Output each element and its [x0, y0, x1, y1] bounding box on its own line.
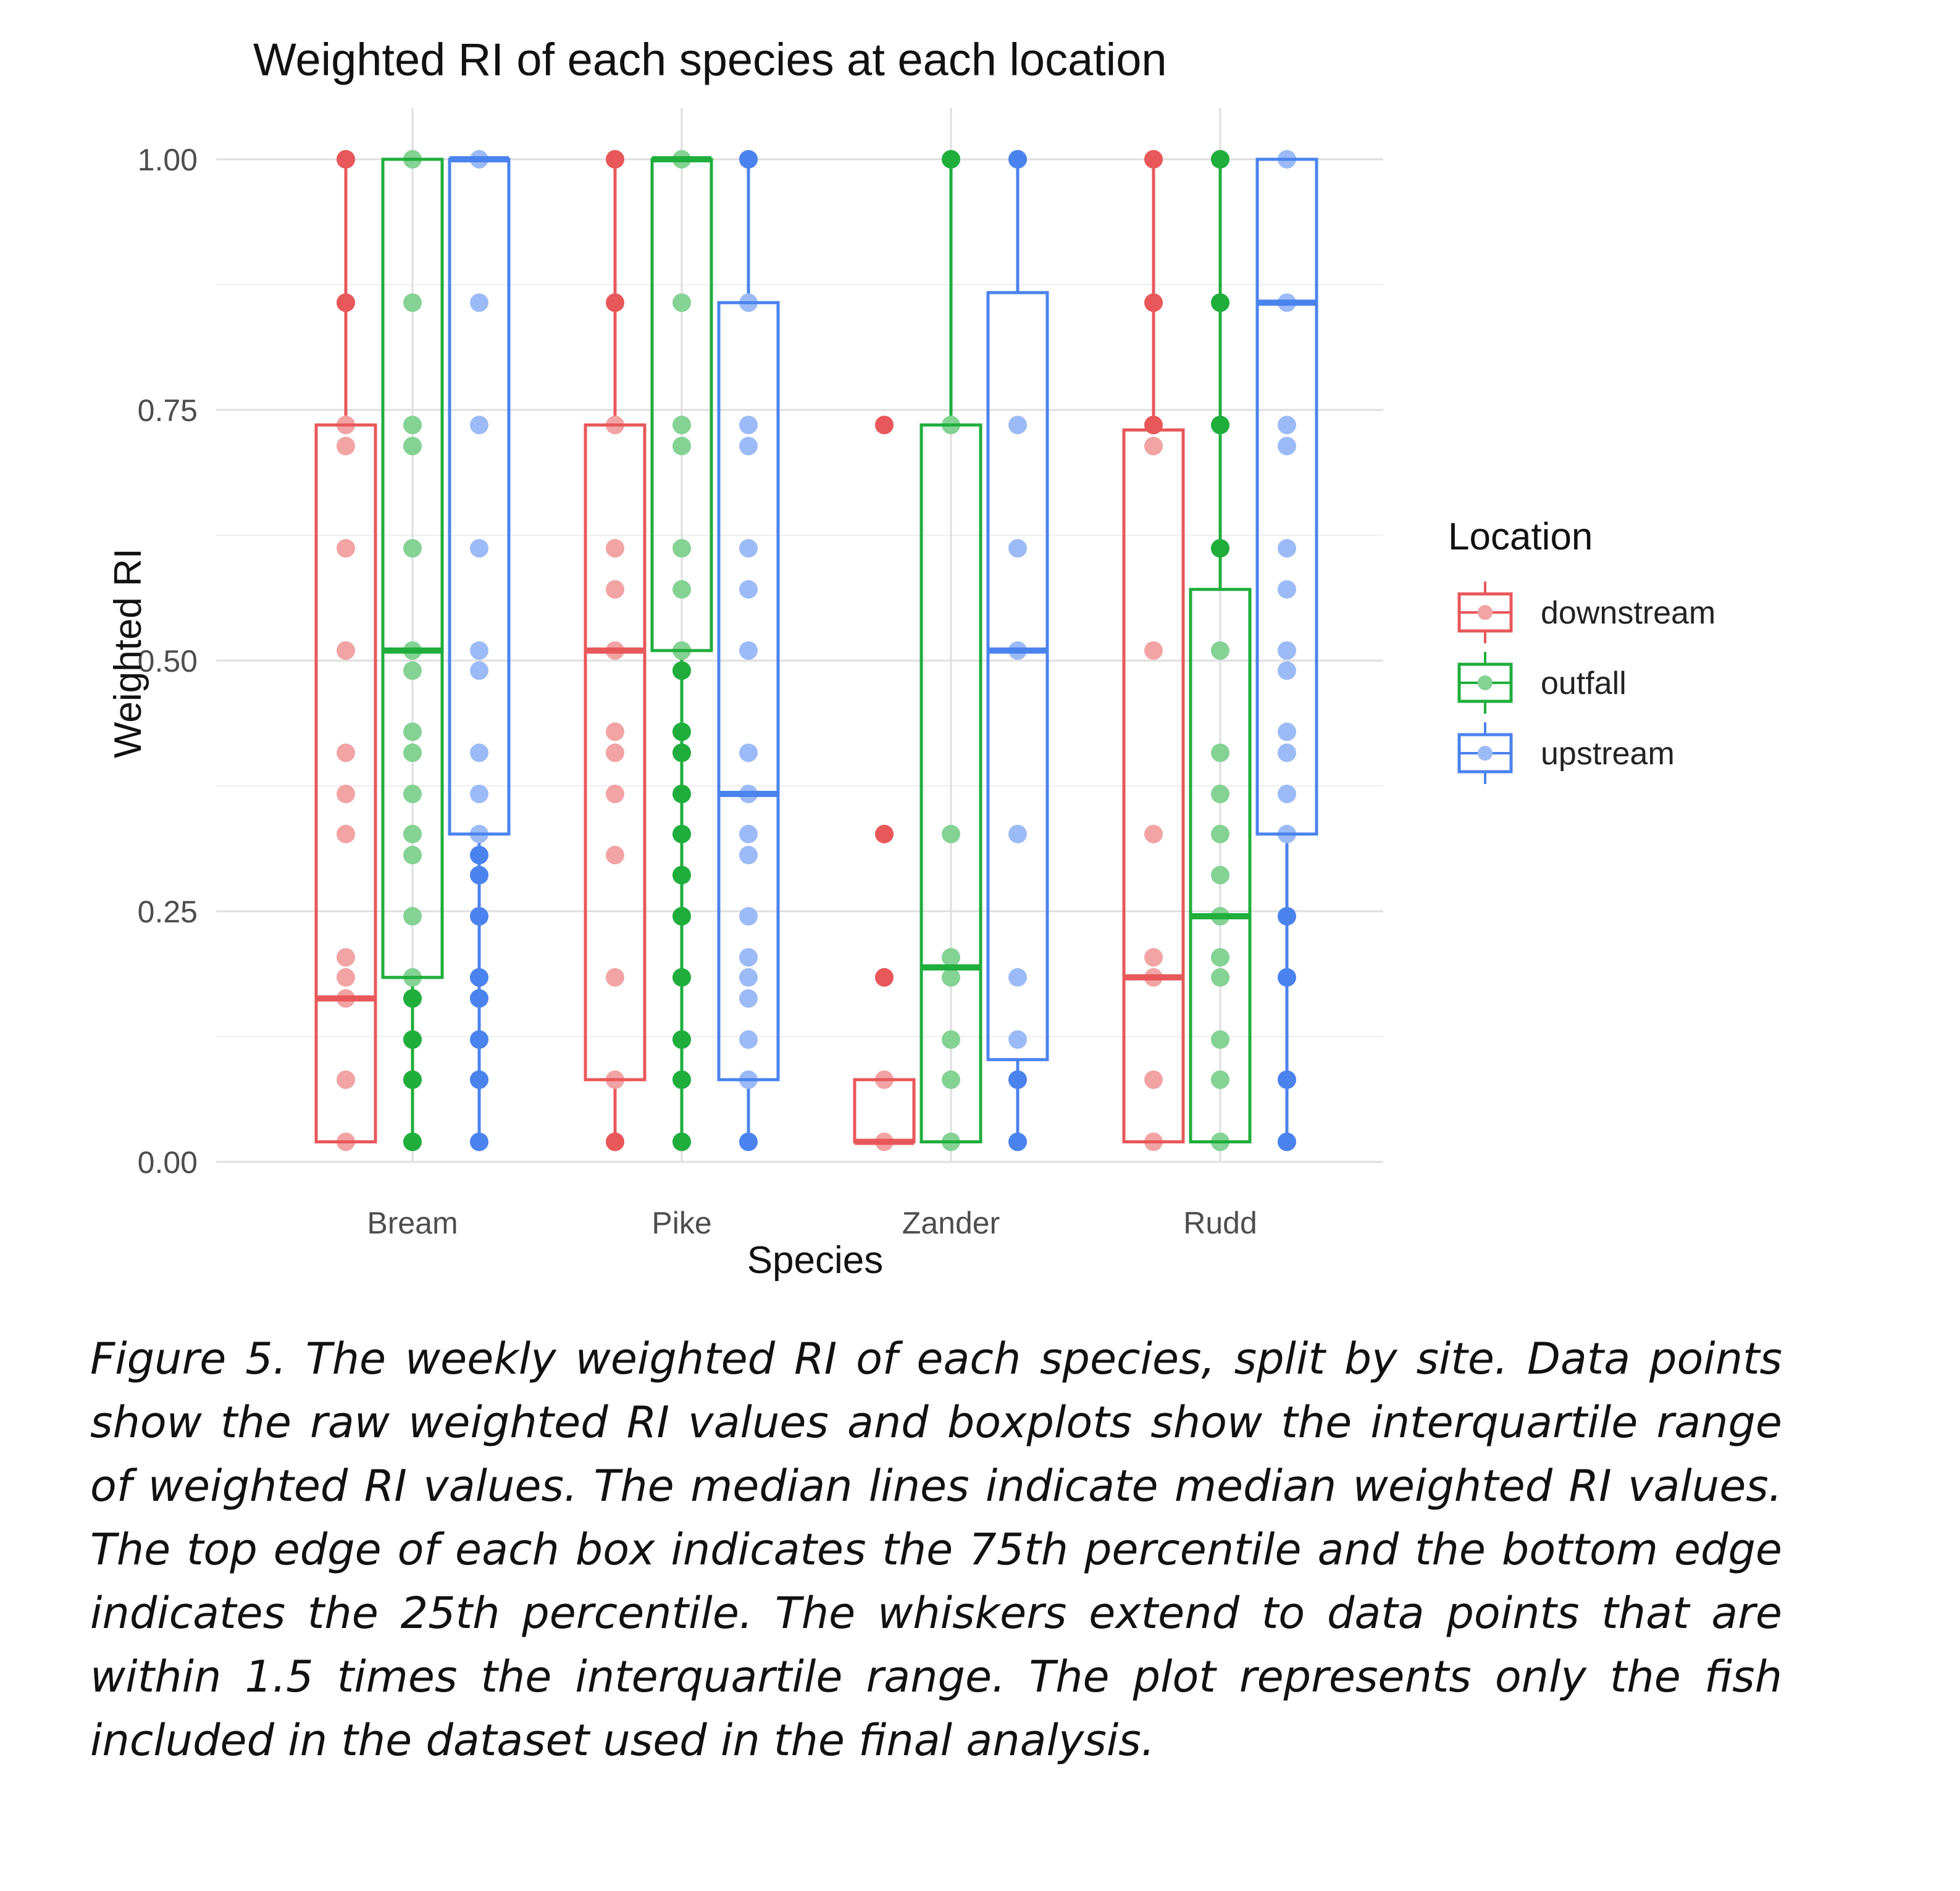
data-point-outside-box	[1278, 1071, 1296, 1089]
data-point	[337, 743, 355, 762]
legend-label: downstream	[1541, 595, 1716, 631]
box-zander-upstream	[988, 150, 1047, 1151]
legend-key-point	[1478, 605, 1493, 620]
data-point	[739, 948, 758, 967]
data-point	[672, 415, 691, 434]
data-point	[739, 436, 758, 455]
data-point-outside-box	[672, 825, 691, 843]
data-point	[1008, 539, 1027, 557]
data-point	[1008, 968, 1027, 987]
iqr-box	[988, 293, 1047, 1059]
data-point-outside-box	[470, 846, 488, 864]
legend-item-downstream	[1459, 582, 1715, 643]
data-point	[942, 968, 960, 987]
data-point-outside-box	[672, 661, 691, 680]
data-point	[606, 580, 624, 599]
data-point	[470, 785, 488, 803]
data-point	[739, 415, 758, 434]
data-point-outside-box	[470, 1030, 488, 1049]
data-point	[606, 743, 624, 762]
data-point	[672, 436, 691, 455]
data-point	[1211, 1030, 1229, 1049]
data-point-outside-box	[1211, 150, 1229, 169]
box-pike-outfall	[652, 150, 711, 1151]
legend-item-outfall	[1459, 652, 1627, 714]
legend-key	[1459, 722, 1511, 784]
data-point-outside-box	[875, 968, 894, 987]
box-zander-downstream	[855, 415, 914, 1151]
data-point	[470, 539, 488, 557]
data-point	[739, 846, 758, 864]
data-point-outside-box	[1144, 150, 1163, 169]
data-point-outside-box	[1278, 1133, 1296, 1151]
data-point	[1278, 436, 1296, 455]
data-point-outside-box	[672, 907, 691, 925]
data-point-outside-box	[337, 293, 355, 312]
data-point	[337, 825, 355, 843]
data-point	[1278, 722, 1296, 741]
data-point	[1144, 436, 1163, 455]
data-point	[470, 641, 488, 660]
data-point	[403, 846, 422, 864]
data-point-outside-box	[1211, 293, 1229, 312]
box-pike-upstream	[719, 150, 778, 1151]
data-point	[739, 580, 758, 599]
data-point	[606, 722, 624, 741]
data-point	[606, 846, 624, 864]
data-point	[337, 968, 355, 987]
data-point	[1211, 641, 1229, 660]
legend-key	[1459, 652, 1511, 714]
data-point	[942, 1071, 960, 1089]
y-tick-label: 0.75	[137, 393, 198, 428]
data-point	[672, 539, 691, 557]
legend	[1448, 516, 1715, 784]
data-point	[403, 785, 422, 803]
data-point	[1211, 743, 1229, 762]
data-point-outside-box	[672, 785, 691, 803]
x-tick-label: Pike	[651, 1206, 712, 1240]
data-point-outside-box	[1278, 968, 1296, 987]
boxplot-series	[316, 150, 1317, 1151]
x-axis-title: Species	[747, 1239, 884, 1282]
data-point-outside-box	[672, 1030, 691, 1049]
box-rudd-downstream	[1124, 150, 1183, 1151]
x-tick-label: Rudd	[1183, 1206, 1257, 1240]
data-point	[1144, 1071, 1163, 1089]
legend-key-point	[1478, 746, 1493, 761]
data-point-outside-box	[470, 968, 488, 987]
y-axis-title: Weighted RI	[107, 548, 149, 759]
data-point	[1144, 825, 1163, 843]
data-point-outside-box	[672, 1133, 691, 1151]
data-point-outside-box	[470, 1133, 488, 1151]
data-point	[403, 539, 422, 557]
data-point-outside-box	[403, 989, 422, 1008]
data-point	[739, 743, 758, 762]
data-point	[470, 293, 488, 312]
legend-title: Location	[1448, 516, 1593, 558]
data-point	[1211, 866, 1229, 885]
data-point	[942, 948, 960, 967]
data-point	[337, 785, 355, 803]
data-point	[403, 661, 422, 680]
data-point-outside-box	[470, 866, 488, 885]
data-point	[1144, 948, 1163, 967]
data-point	[739, 825, 758, 843]
data-point	[470, 661, 488, 680]
data-point-outside-box	[403, 1133, 422, 1151]
data-point-outside-box	[606, 293, 624, 312]
data-point	[337, 641, 355, 660]
data-point-outside-box	[403, 1030, 422, 1049]
data-point-outside-box	[1278, 907, 1296, 925]
y-tick-label: 0.50	[137, 644, 198, 678]
data-point-outside-box	[1211, 415, 1229, 434]
data-point-outside-box	[672, 743, 691, 762]
data-point	[739, 1030, 758, 1049]
data-point	[739, 907, 758, 925]
data-point-outside-box	[1144, 293, 1163, 312]
data-point-outside-box	[1008, 150, 1027, 169]
data-point	[739, 968, 758, 987]
data-point-outside-box	[739, 150, 758, 169]
data-point	[1008, 1030, 1027, 1049]
data-point	[672, 580, 691, 599]
data-point	[403, 722, 422, 741]
data-point-outside-box	[1008, 1071, 1027, 1089]
figure-caption: Figure 5. The weekly weighted RI of each species, split by site. Data points show the raw weighted RI values and boxplots show the interquartile range of weighted RI values. The median lines indicate median weighted RI values. The top edge of each box indicates the 75th percentile and the bottom edge indicates the 25th percentile. The whiskers extend to data points that are within 1.5 times the interquartile range. The plot represents only the fish included in the dataset used in the final analysis.	[90, 1334, 1782, 1766]
data-point	[1211, 785, 1229, 803]
data-point	[1278, 743, 1296, 762]
data-point	[942, 825, 960, 843]
x-tick-label: Bream	[367, 1206, 458, 1240]
data-point	[337, 948, 355, 967]
data-point	[1278, 661, 1296, 680]
data-point	[1211, 968, 1229, 987]
legend-key-point	[1478, 675, 1493, 690]
data-point-outside-box	[672, 968, 691, 987]
data-point	[403, 436, 422, 455]
data-point-outside-box	[470, 989, 488, 1008]
data-point	[403, 293, 422, 312]
legend-label: upstream	[1541, 736, 1675, 772]
data-point	[672, 293, 691, 312]
data-point-outside-box	[672, 866, 691, 885]
data-point-outside-box	[672, 722, 691, 741]
data-point	[403, 743, 422, 762]
data-point	[1211, 825, 1229, 843]
data-point-outside-box	[875, 825, 894, 843]
data-point	[606, 539, 624, 557]
data-point	[606, 968, 624, 987]
data-point-outside-box	[739, 1133, 758, 1151]
iqr-box	[450, 159, 509, 834]
legend-label: outfall	[1541, 666, 1627, 701]
chart-title: Weighted RI of each species at each location	[253, 34, 1167, 85]
data-point-outside-box	[672, 1071, 691, 1089]
data-point-outside-box	[403, 1071, 422, 1089]
gridlines	[216, 108, 1383, 1162]
data-point	[606, 785, 624, 803]
data-point	[1278, 415, 1296, 434]
data-point	[1278, 539, 1296, 557]
x-tick-label: Zander	[902, 1206, 1000, 1240]
box-bream-upstream	[450, 150, 509, 1151]
data-point	[739, 641, 758, 660]
series-outfall	[383, 150, 1250, 1151]
y-tick-label: 0.25	[137, 895, 198, 929]
series-upstream	[450, 150, 1317, 1151]
data-point-outside-box	[606, 150, 624, 169]
data-point	[942, 1030, 960, 1049]
y-tick-label: 0.00	[137, 1145, 198, 1180]
data-point	[739, 539, 758, 557]
data-point-outside-box	[875, 415, 894, 434]
data-point	[739, 989, 758, 1008]
data-point-outside-box	[1211, 539, 1229, 557]
data-point	[403, 825, 422, 843]
y-tick-label: 1.00	[137, 143, 198, 177]
data-point-outside-box	[470, 907, 488, 925]
data-point	[403, 907, 422, 925]
data-point-outside-box	[470, 1071, 488, 1089]
data-point-outside-box	[1008, 1133, 1027, 1151]
box-bream-downstream	[316, 150, 375, 1151]
data-point	[1278, 641, 1296, 660]
data-point	[470, 415, 488, 434]
data-point	[337, 436, 355, 455]
data-point	[1211, 1071, 1229, 1089]
data-point	[1278, 580, 1296, 599]
data-point	[1008, 415, 1027, 434]
data-point	[337, 1071, 355, 1089]
iqr-box	[855, 1080, 914, 1142]
data-point	[1211, 948, 1229, 967]
data-point	[337, 539, 355, 557]
box-bream-outfall	[383, 150, 442, 1151]
x-axis-ticks	[367, 1206, 1257, 1240]
data-point	[470, 743, 488, 762]
legend-item-upstream	[1459, 722, 1675, 784]
data-point-outside-box	[942, 150, 960, 169]
box-rudd-upstream	[1257, 150, 1317, 1151]
data-point-outside-box	[337, 150, 355, 169]
data-point	[1008, 825, 1027, 843]
data-point	[1144, 641, 1163, 660]
data-point	[403, 415, 422, 434]
box-pike-downstream	[585, 150, 645, 1151]
data-point-outside-box	[606, 1133, 624, 1151]
legend-key	[1459, 582, 1511, 643]
iqr-box	[316, 425, 375, 1142]
data-point	[1278, 785, 1296, 803]
